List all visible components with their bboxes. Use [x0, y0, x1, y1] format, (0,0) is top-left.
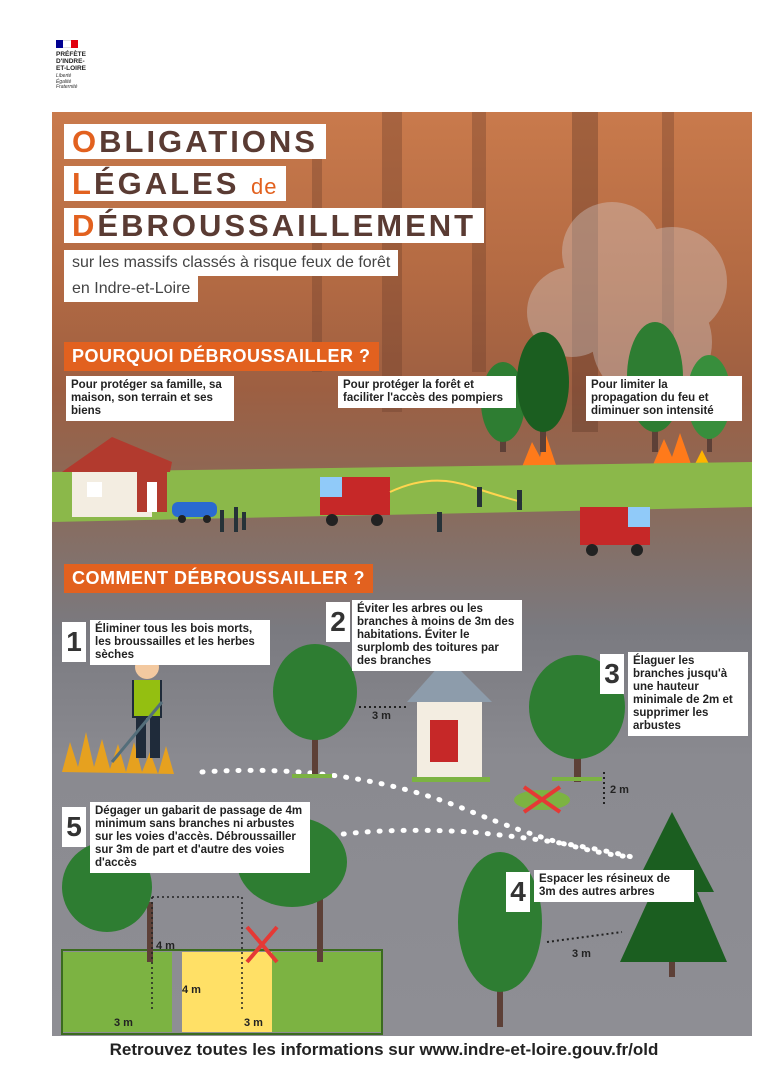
republic-motto: Liberté Égalité Fraternité — [56, 73, 78, 90]
step-text-2: Éviter les arbres ou les branches à moins de 3m des habitations. Éviter le surplomb des toitures par des branches — [352, 600, 522, 671]
side-left-label: 3 m — [114, 1017, 133, 1029]
title-line-2: LÉGALES de — [64, 166, 286, 201]
footer-info: Retrouvez toutes les informations sur www.indre-et-loire.gouv.fr/old — [109, 1040, 659, 1059]
step-number-3: 3 — [600, 654, 624, 694]
house-illustration — [62, 437, 172, 517]
worker-with-brushcutter-icon — [62, 652, 174, 774]
step-text-4: Espacer les résineux de 3m des autres arbres — [534, 870, 694, 902]
step-number-5: 5 — [62, 807, 86, 847]
fire-truck-icon — [580, 507, 650, 556]
poster — [52, 112, 752, 1036]
subtitle-line-1: sur les massifs classés à risque feux de forêt — [64, 250, 398, 276]
french-flag-icon — [56, 40, 78, 48]
step-number-4: 4 — [506, 872, 530, 912]
house-gap-label: 3 m — [372, 710, 391, 722]
subtitle-line-2: en Indre-et-Loire — [64, 276, 198, 302]
tree-icon — [273, 644, 357, 778]
step-number-2: 2 — [326, 602, 350, 642]
why-reason-family: Pour protéger sa famille, sa maison, son terrain et ses biens — [66, 376, 234, 421]
how-heading: COMMENT DÉBROUSSAILLER ? — [64, 564, 373, 593]
step-text-1: Éliminer tous les bois morts, les broussailles et les herbes sèches — [90, 620, 270, 665]
branch-height-label: 2 m — [610, 784, 629, 796]
path-width-label: 4 m — [182, 984, 201, 996]
title-line-1: OBLIGATIONS — [64, 124, 326, 159]
conifer-gap-label: 3 m — [572, 948, 591, 960]
car-icon — [172, 502, 217, 523]
step-text-3: Élaguer les branches jusqu'à une hauteur minimale de 2m et supprimer les arbustes — [628, 652, 748, 736]
why-reason-propagation: Pour limiter la propagation du feu et diminuer son intensité — [586, 376, 742, 421]
house-small-illustration — [407, 657, 492, 782]
title-line-3: DÉBROUSSAILLEMENT — [64, 208, 484, 243]
why-heading: POURQUOI DÉBROUSSAILLER ? — [64, 342, 379, 371]
step-number-1: 1 — [62, 622, 86, 662]
prefecture-name: PRÉFÈTE D'INDRE- ET-LOIRE — [56, 51, 86, 72]
side-right-label: 3 m — [244, 1017, 263, 1029]
step-text-5: Dégager un gabarit de passage de 4m minimum sans branches ni arbustes sur les voies d'accès. Débroussailler sur 3m de part et d'autre des voies d'accès — [90, 802, 310, 873]
distance-arrow — [547, 932, 622, 942]
why-reason-forest: Pour protéger la forêt et faciliter l'accès des pompiers — [338, 376, 516, 408]
path-height-label: 4 m — [156, 940, 175, 952]
fire-truck-icon — [320, 477, 390, 526]
prefecture-logo — [56, 40, 116, 91]
